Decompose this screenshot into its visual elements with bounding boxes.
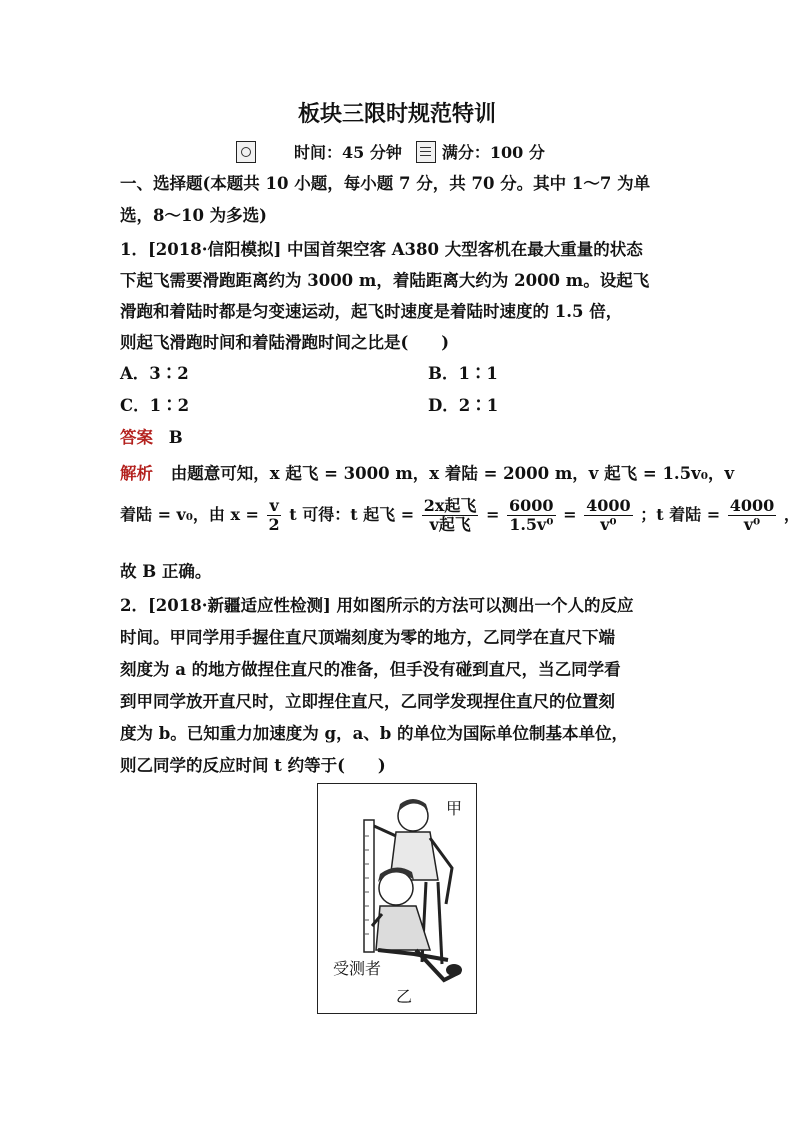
fraction-denominator: v⁰ — [600, 515, 617, 534]
fraction-2x-over-v — [422, 497, 479, 534]
q1-analysis-line-1 — [120, 464, 734, 484]
q1-answer — [120, 428, 183, 448]
q1-option-d: D．2∶1 — [428, 396, 499, 415]
time-label: 时间：45 分钟 — [294, 143, 402, 162]
reaction-time-figure — [317, 783, 477, 1014]
analysis-text-2a: 着陆 = v₀，由 — [120, 505, 225, 524]
q1-line-2: 下起飞需要滑跑距离约为 3000 m，着陆距离大约为 2000 m。设起飞 — [120, 271, 650, 290]
q1-line-4: 则起飞滑跑时间和着陆滑跑时间之比是( ) — [120, 333, 450, 352]
fraction-6000 — [507, 497, 556, 534]
fraction-numerator: 2x起飞 — [423, 496, 477, 515]
fraction-denominator: 1.5v⁰ — [509, 515, 554, 534]
score-label: 满分：100 分 — [441, 143, 545, 162]
formula-eq: = — [563, 505, 577, 524]
formula-comma: ， — [783, 505, 800, 524]
section-line-2: 选，8～10 为多选) — [120, 206, 267, 225]
fraction-4000 — [584, 497, 633, 534]
q1-option-a: A．3∶2 — [120, 364, 189, 383]
fraction-denominator: 2 — [268, 515, 280, 534]
fraction-v-over-2 — [267, 497, 282, 534]
q1-analysis-line-2 — [120, 497, 800, 534]
analysis-text-2c: ；t 着陆 = — [640, 505, 721, 524]
fraction-numerator: v — [269, 496, 279, 515]
q1-analysis-line-3: 故 B 正确。 — [120, 562, 212, 581]
clock-icon — [236, 141, 256, 163]
q1-option-b: B．1∶1 — [428, 364, 498, 383]
q2-line-6: 则乙同学的反应时间 t 约等于( ) — [120, 756, 386, 775]
q1-option-c: C．1∶2 — [120, 396, 190, 415]
fraction-4000-landing — [728, 497, 777, 534]
score-icon — [416, 141, 436, 163]
fraction-denominator: v⁰ — [743, 515, 761, 534]
page-title: 板块三限时规范特训 — [297, 101, 496, 127]
fraction-numerator: 4000 — [586, 496, 631, 515]
q1-line-1: 1．[2018·信阳模拟] 中国首架空客 A380 大型客机在最大重量的状态 — [120, 240, 643, 259]
q2-line-2: 时间。甲同学用手握住直尺顶端刻度为零的地方，乙同学在直尺下端 — [120, 628, 615, 647]
formula-eq: = — [486, 505, 500, 524]
analysis-text-1: 由题意可知，x 起飞 = 3000 m，x 着陆 = 2000 m，v 起飞 = 1.5v₀，v — [170, 464, 735, 483]
answer-value: B — [168, 428, 183, 447]
q1-line-3: 滑跑和着陆时都是匀变速运动，起飞时速度是着陆时速度的 1.5 倍， — [120, 302, 623, 321]
fraction-denominator: v起飞 — [429, 515, 471, 534]
analysis-text-2b: 可得：t 起飞 = — [302, 505, 415, 524]
formula-x-eq: x = — [230, 505, 259, 524]
fraction-numerator: 6000 — [509, 496, 554, 515]
q2-line-4: 到甲同学放开直尺时，立即捏住直尺，乙同学发现捏住直尺的位置刻 — [120, 692, 615, 711]
label-yi: 乙 — [396, 987, 413, 1006]
section-line-1: 一、选择题(本题共 10 小题，每小题 7 分，共 70 分。其中 1～7 为单 — [120, 174, 651, 193]
q2-line-1: 2．[2018·新疆适应性检测] 用如图所示的方法可以测出一个人的反应 — [120, 596, 634, 615]
formula-t: t — [289, 505, 297, 524]
label-jia: 甲 — [446, 799, 463, 818]
answer-label: 答案 — [120, 428, 153, 447]
label-tested: 受测者 — [333, 959, 382, 978]
analysis-label: 解析 — [120, 464, 153, 483]
fraction-numerator: 4000 — [729, 496, 775, 515]
q2-line-5: 度为 b。已知重力加速度为 g，a、b 的单位为国际单位制基本单位， — [120, 724, 629, 743]
q2-line-3: 刻度为 a 的地方做捏住直尺的准备，但手没有碰到直尺，当乙同学看 — [120, 660, 621, 679]
exam-meta — [236, 140, 545, 163]
